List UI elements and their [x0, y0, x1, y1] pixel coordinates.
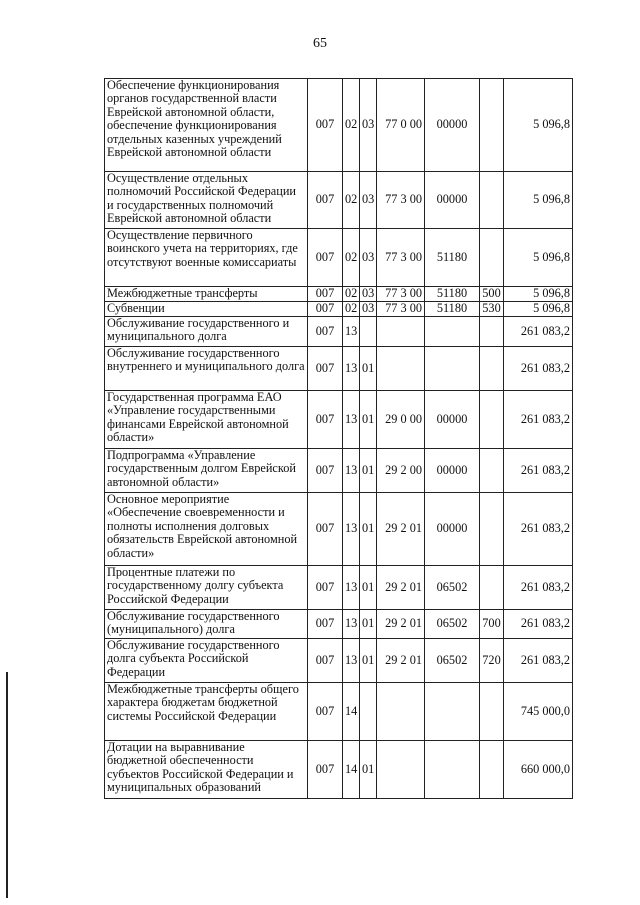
row-subsection-code: 01: [360, 741, 377, 799]
table-row: [105, 172, 573, 229]
row-target-article: 29 2 01: [377, 639, 425, 683]
row-admin-code: 007: [308, 287, 343, 302]
row-admin-code: 007: [308, 391, 343, 449]
row-expense-type: [480, 741, 504, 799]
table-row: [105, 287, 573, 302]
row-expense-type: [480, 493, 504, 566]
row-subsection-code: [360, 317, 377, 347]
row-section-code: 13: [343, 391, 360, 449]
table-row: [105, 302, 573, 317]
row-target-article: 29 2 01: [377, 493, 425, 566]
row-admin-code: 007: [308, 317, 343, 347]
row-amount: 261 083,2: [504, 391, 573, 449]
row-section-code: 13: [343, 449, 360, 493]
row-amount: 261 083,2: [504, 566, 573, 610]
row-section-code: 13: [343, 347, 360, 391]
row-direction-code: 51180: [425, 302, 480, 317]
table-row: [105, 317, 573, 347]
row-target-article: 77 3 00: [377, 287, 425, 302]
row-section-code: 14: [343, 741, 360, 799]
row-name: Обслуживание государственного (муниципального) долга: [105, 610, 308, 639]
margin-line: [6, 672, 8, 898]
row-direction-code: 00000: [425, 172, 480, 229]
row-direction-code: 00000: [425, 449, 480, 493]
row-name: Подпрограмма «Управление государственным долгом Еврейской автономной области»: [105, 449, 308, 493]
row-expense-type: [480, 229, 504, 287]
row-name: Осуществление отдельных полномочий Российской Федерации и государственных полномочий Еврейской автономной области: [105, 172, 308, 229]
row-direction-code: 00000: [425, 493, 480, 566]
row-target-article: 29 2 01: [377, 566, 425, 610]
row-subsection-code: 03: [360, 287, 377, 302]
table-row: [105, 449, 573, 493]
row-admin-code: 007: [308, 683, 343, 741]
row-subsection-code: [360, 683, 377, 741]
table-row: [105, 639, 573, 683]
row-direction-code: [425, 317, 480, 347]
table-body: [105, 79, 573, 799]
row-subsection-code: 03: [360, 302, 377, 317]
row-name: Обслуживание государственного и муниципального долга: [105, 317, 308, 347]
row-target-article: [377, 683, 425, 741]
row-direction-code: 51180: [425, 229, 480, 287]
row-amount: 261 083,2: [504, 610, 573, 639]
row-name: Межбюджетные трансферты общего характера бюджетам бюджетной системы Российской Федерации: [105, 683, 308, 741]
row-target-article: 29 2 01: [377, 610, 425, 639]
row-name: Обеспечение функционирования органов государственной власти Еврейской автономной области, обеспечение функционирования отдельных казенных учреждений Еврейской автономной области: [105, 79, 308, 172]
row-amount: 261 083,2: [504, 639, 573, 683]
table-row: [105, 229, 573, 287]
row-amount: 5 096,8: [504, 172, 573, 229]
table-row: [105, 391, 573, 449]
row-name: Основное мероприятие «Обеспечение своевременности и полноты исполнения долговых обязательств Еврейской автономной области»: [105, 493, 308, 566]
row-expense-type: 720: [480, 639, 504, 683]
row-amount: 5 096,8: [504, 79, 573, 172]
row-direction-code: [425, 683, 480, 741]
row-target-article: 29 2 00: [377, 449, 425, 493]
row-expense-type: [480, 391, 504, 449]
row-direction-code: 06502: [425, 639, 480, 683]
table-row: [105, 683, 573, 741]
table-row: [105, 741, 573, 799]
row-amount: 261 083,2: [504, 317, 573, 347]
row-admin-code: 007: [308, 493, 343, 566]
row-amount: 261 083,2: [504, 493, 573, 566]
row-name: Субвенции: [105, 302, 308, 317]
row-admin-code: 007: [308, 610, 343, 639]
page-number: 65: [313, 36, 327, 51]
row-amount: 745 000,0: [504, 683, 573, 741]
row-target-article: 29 0 00: [377, 391, 425, 449]
row-target-article: [377, 741, 425, 799]
table-row: [105, 347, 573, 391]
row-direction-code: [425, 741, 480, 799]
row-amount: 261 083,2: [504, 347, 573, 391]
row-target-article: 77 3 00: [377, 172, 425, 229]
row-subsection-code: 03: [360, 229, 377, 287]
row-section-code: 13: [343, 566, 360, 610]
row-admin-code: 007: [308, 302, 343, 317]
row-subsection-code: 03: [360, 172, 377, 229]
row-direction-code: 06502: [425, 566, 480, 610]
row-subsection-code: 01: [360, 639, 377, 683]
row-section-code: 02: [343, 172, 360, 229]
row-section-code: 13: [343, 493, 360, 566]
table-row: [105, 493, 573, 566]
row-admin-code: 007: [308, 741, 343, 799]
row-section-code: 13: [343, 317, 360, 347]
row-admin-code: 007: [308, 566, 343, 610]
row-expense-type: [480, 566, 504, 610]
row-target-article: 77 3 00: [377, 302, 425, 317]
row-subsection-code: 01: [360, 347, 377, 391]
row-subsection-code: 03: [360, 79, 377, 172]
row-section-code: 02: [343, 229, 360, 287]
row-expense-type: 500: [480, 287, 504, 302]
row-expense-type: [480, 449, 504, 493]
row-section-code: 13: [343, 639, 360, 683]
row-name: Дотации на выравнивание бюджетной обеспеченности субъектов Российской Федерации и муниципальных образований: [105, 741, 308, 799]
row-name: Осуществление первичного воинского учета на территориях, где отсутствуют военные комиссариаты: [105, 229, 308, 287]
row-amount: 5 096,8: [504, 287, 573, 302]
row-admin-code: 007: [308, 172, 343, 229]
row-amount: 5 096,8: [504, 229, 573, 287]
row-section-code: 14: [343, 683, 360, 741]
row-expense-type: [480, 317, 504, 347]
row-expense-type: 530: [480, 302, 504, 317]
row-amount: 660 000,0: [504, 741, 573, 799]
row-name: Межбюджетные трансферты: [105, 287, 308, 302]
budget-table: [104, 78, 573, 799]
row-section-code: 02: [343, 79, 360, 172]
row-amount: 5 096,8: [504, 302, 573, 317]
row-target-article: [377, 317, 425, 347]
row-subsection-code: 01: [360, 493, 377, 566]
row-name: Обслуживание государственного внутреннего и муниципального долга: [105, 347, 308, 391]
row-amount: 261 083,2: [504, 449, 573, 493]
row-admin-code: 007: [308, 79, 343, 172]
row-expense-type: [480, 172, 504, 229]
row-subsection-code: 01: [360, 566, 377, 610]
row-name: Государственная программа ЕАО «Управление государственными финансами Еврейской автономной области»: [105, 391, 308, 449]
table-row: [105, 566, 573, 610]
row-admin-code: 007: [308, 229, 343, 287]
row-expense-type: 700: [480, 610, 504, 639]
row-target-article: 77 0 00: [377, 79, 425, 172]
row-direction-code: 06502: [425, 610, 480, 639]
row-admin-code: 007: [308, 639, 343, 683]
row-expense-type: [480, 683, 504, 741]
row-name: Обслуживание государственного долга субъекта Российской Федерации: [105, 639, 308, 683]
row-subsection-code: 01: [360, 449, 377, 493]
row-expense-type: [480, 347, 504, 391]
row-section-code: 13: [343, 610, 360, 639]
row-target-article: 77 3 00: [377, 229, 425, 287]
row-direction-code: 00000: [425, 79, 480, 172]
row-section-code: 02: [343, 302, 360, 317]
row-expense-type: [480, 79, 504, 172]
row-direction-code: 51180: [425, 287, 480, 302]
row-admin-code: 007: [308, 347, 343, 391]
row-name: Процентные платежи по государственному долгу субъекта Российской Федерации: [105, 566, 308, 610]
table-row: [105, 79, 573, 172]
table-row: [105, 610, 573, 639]
row-admin-code: 007: [308, 449, 343, 493]
row-subsection-code: 01: [360, 610, 377, 639]
row-subsection-code: 01: [360, 391, 377, 449]
row-target-article: [377, 347, 425, 391]
row-section-code: 02: [343, 287, 360, 302]
row-direction-code: [425, 347, 480, 391]
row-direction-code: 00000: [425, 391, 480, 449]
